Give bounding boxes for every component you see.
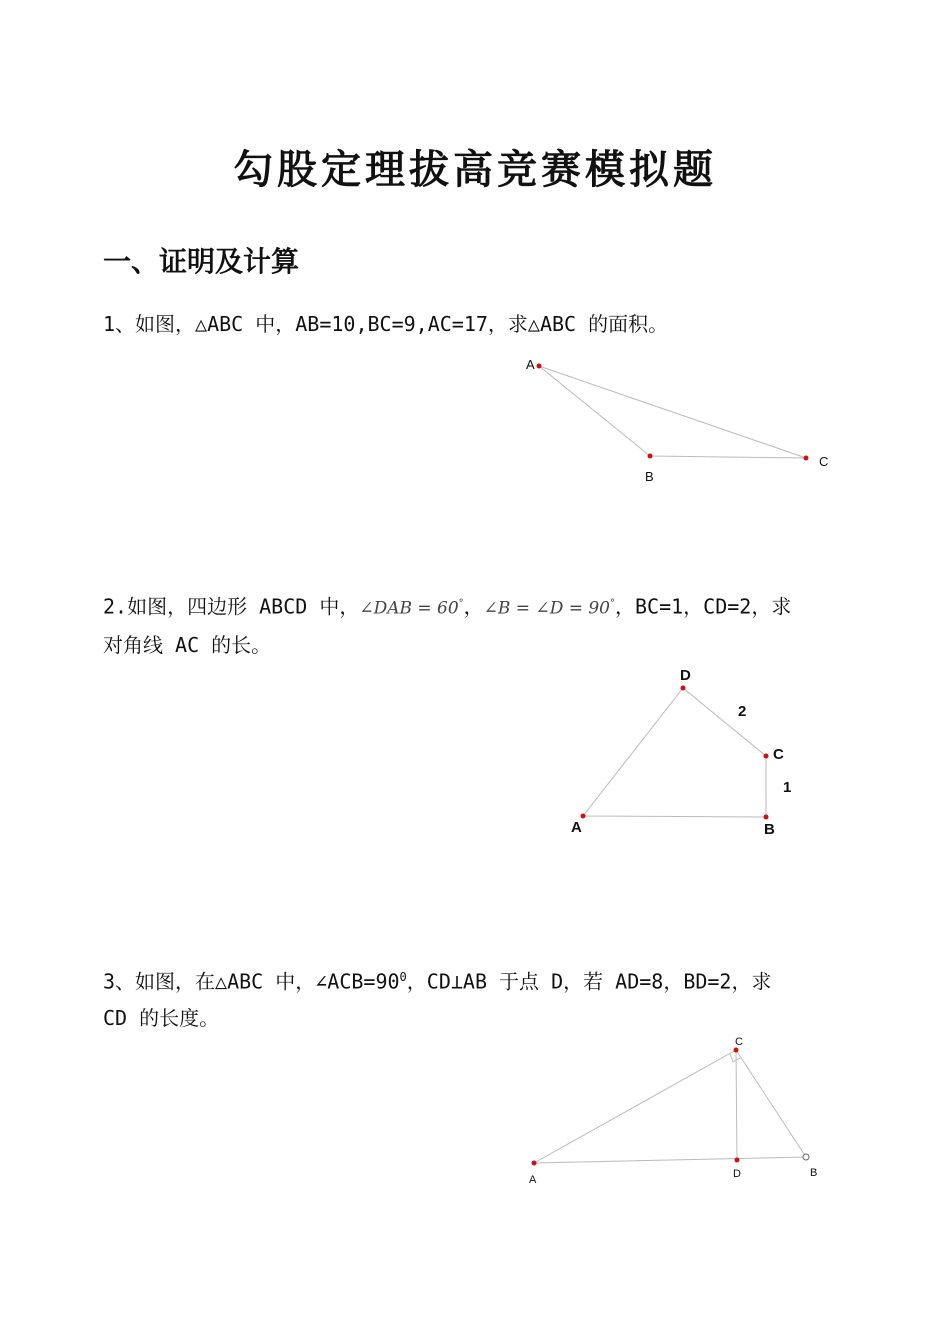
- label-d: D: [733, 1168, 741, 1180]
- point-a: [581, 814, 586, 819]
- figure-1-triangle: [526, 357, 828, 484]
- degree-symbol: °: [610, 598, 616, 609]
- label-d: D: [680, 667, 691, 684]
- label-c: C: [735, 1036, 743, 1048]
- section-heading: 一、证明及计算: [103, 245, 300, 278]
- label-c: C: [819, 454, 829, 469]
- label-b: B: [764, 821, 775, 838]
- altitude-cd: [736, 1050, 737, 1160]
- figure-3-right-triangle: [529, 1036, 817, 1186]
- question-1-text: 1、如图，△ABC 中，AB=10,BC=9,AC=17，求△ABC 的面积。: [103, 312, 669, 336]
- page-title: 勾股定理拔高竞赛模拟题: [233, 146, 717, 193]
- right-angle-mark: [730, 1054, 740, 1062]
- point-c: [734, 1048, 739, 1053]
- question-3-part-a: 3、如图，在△ABC 中，∠ACB=90: [103, 969, 400, 994]
- point-a: [532, 1161, 537, 1166]
- point-b: [648, 454, 653, 459]
- point-c: [764, 754, 769, 759]
- angle-bd-formula: ∠B = ∠D = 90: [483, 598, 611, 619]
- label-a: A: [526, 357, 535, 372]
- point-b: [764, 815, 769, 820]
- degree-symbol: °: [458, 598, 464, 609]
- question-3-line2: CD 的长度。: [103, 1005, 220, 1030]
- figure-2-quadrilateral: [571, 667, 791, 838]
- label-bc-length: 1: [783, 779, 792, 796]
- label-a: A: [529, 1174, 537, 1186]
- point-d: [735, 1158, 740, 1163]
- label-cd-length: 2: [738, 703, 747, 720]
- label-a: A: [571, 819, 582, 836]
- question-2-prefix: 2.如图，四边形 ABCD 中，: [103, 594, 360, 619]
- question-2-line2: 对角线 AC 的长。: [103, 632, 272, 657]
- point-a: [537, 364, 542, 369]
- question-3-part-b: ，CD⊥AB 于点 D，若 AD=8，BD=2，求: [406, 969, 772, 994]
- point-d: [681, 686, 686, 691]
- label-c: C: [773, 746, 784, 763]
- separator: ，: [463, 594, 484, 619]
- angle-dab-formula: ∠DAB = 60: [359, 598, 459, 619]
- point-c: [804, 456, 809, 461]
- label-b: B: [810, 1167, 818, 1179]
- superscript: 0: [399, 970, 407, 984]
- question-2-suffix: ，BC=1，CD=2，求: [615, 594, 792, 619]
- label-b: B: [645, 469, 654, 484]
- point-b: [803, 1154, 809, 1160]
